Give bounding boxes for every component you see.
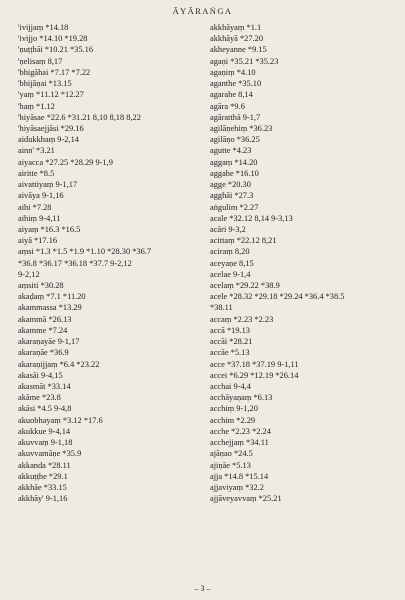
- index-entry: aivattiyaṃ 9-1,17: [18, 180, 78, 190]
- index-entry: airitte *8.5: [18, 168, 55, 178]
- index-entry: aciraṃ 8,20: [210, 247, 250, 257]
- index-entry: 'ivijjaṃ *14.18: [18, 23, 69, 32]
- index-entry: akheyanne *9.15: [210, 45, 267, 55]
- index-entry: agghāi *27.3: [210, 191, 254, 201]
- index-entry: accāi *28.21: [210, 337, 253, 347]
- index-entry: akasmāt *33.14: [18, 382, 71, 391]
- index-entry: *38.11: [210, 303, 233, 313]
- right-column: [210, 22, 395, 504]
- index-entry: akkuṭṭhe *29.1: [18, 471, 68, 481]
- index-entry: ajāṇao *24.5: [210, 449, 253, 459]
- index-entry: aihi *7.28: [18, 202, 52, 212]
- index-entry: ajjāveyavvaṃ *25.21: [210, 494, 282, 504]
- index-entry: akuvvaṃ 9-1,18: [18, 438, 73, 448]
- index-entry: akkhāe *33.15: [18, 482, 67, 492]
- index-entry: akaḍaṃ *7.1 *11.20: [18, 292, 86, 302]
- index-entry: acchiṃ 9-1,20: [210, 404, 258, 414]
- index-entry: acelae 9-1,4: [210, 269, 251, 279]
- index-entry: aiyaṃ *16.3 *16.5: [18, 224, 81, 234]
- index-entry: 9-2,12: [18, 269, 40, 279]
- index-entry: agilāṇo *36.25: [210, 135, 260, 145]
- index-entry: akamme *7.24: [18, 325, 68, 335]
- index-entry: agarahe 8,14: [210, 90, 253, 100]
- index-entry: akkhāy' 9-1,16: [18, 494, 68, 504]
- index-entry: aṃsi *1.3 *1.5 *1.9 *1.10 *28.30 *36.7: [18, 247, 152, 257]
- index-entry: agutte *4.23: [210, 146, 252, 156]
- index-entry: agilāṇehiṃ *36.23: [210, 123, 273, 133]
- index-entry: ajiṇāe *5.13: [210, 460, 251, 470]
- page-number: – 3 –: [194, 584, 211, 593]
- index-entry: akammassa *13.29: [18, 303, 82, 313]
- index-entry: 'yaṃ *11.12 *12.27: [18, 90, 84, 100]
- index-entry: ajjaviyaṃ *32.2: [210, 482, 264, 492]
- page-header: ĀYĀRAṄGA: [172, 6, 233, 16]
- index-entry: 'haṃ *1.12: [18, 101, 55, 111]
- index-entry: aiyā *17.16: [18, 236, 58, 246]
- index-entry: 'ṇelisaṃ 8,17: [18, 56, 63, 66]
- index-entry: aihiṃ 9-4,11: [18, 213, 61, 223]
- index-entry: 'hiyāsaejjāsi *29.16: [18, 123, 84, 133]
- index-entry: aggahe *16.10: [210, 168, 259, 178]
- index-entry: akasāi 9-4,15: [18, 370, 63, 380]
- index-entry: accā *19.13: [210, 325, 250, 335]
- index-entry: aṅgulim *2.27: [210, 202, 259, 212]
- index-entry: accāe *5.13: [210, 348, 250, 358]
- index-entry: acchāyaṇaṃ *6.13: [210, 393, 273, 403]
- index-entry: acce *37.18 *37.19 9-1,11: [210, 359, 299, 369]
- index-entry: accei *6.29 *12.19 *26.14: [210, 370, 299, 380]
- index-entry: ajja *14.8 *15.14: [210, 471, 269, 481]
- index-entry: acale *32.12 8,14 9-3,13: [210, 213, 293, 223]
- index-entry: acelaṃ *29.22 *38.9: [210, 281, 280, 291]
- index-entry: ainn' *3.21: [18, 146, 55, 156]
- index-entry: acele *28.32 *29.18 *29.24 *36.4 *38.5: [210, 292, 345, 302]
- index-entry: 'hiyāsae *22.6 *31.21 8,10 8,18 8,22: [18, 112, 141, 122]
- index-entry: acāri 9-3,2: [210, 224, 246, 234]
- index-entry: agāra *9.6: [210, 101, 245, 111]
- index-entry: agge *20.30: [210, 180, 251, 190]
- index-entry: 'ivijjo *14.10 *19.28: [18, 34, 88, 44]
- index-entry: akukkue 9-4,14: [18, 426, 71, 436]
- index-entry: akuobhayaṃ *3.12 *17.6: [18, 415, 103, 425]
- index-entry: aivāya 9-1,16: [18, 191, 64, 201]
- index-entry: akuvvamāṇe *35.9: [18, 449, 82, 459]
- index-entry: 'bhijāṇai *13.15: [18, 79, 72, 89]
- index-entry: aggaṃ *14.20: [210, 157, 258, 167]
- index-entry: akammā *26.13: [18, 314, 72, 324]
- index-entry: agaṇiṃ *4.10: [210, 67, 256, 77]
- index-entry: aṃsiti *30.28: [18, 281, 64, 291]
- index-entry: acittaṃ *22.12 8,21: [210, 236, 277, 246]
- index-entry: akāsi *4.5 9-4,8: [18, 404, 72, 414]
- index-entry: *36.8 *36.17 *36.18 *37.7 9-2,12: [18, 258, 132, 268]
- index-entry: aidukkhaṃ 9-2,14: [18, 135, 79, 145]
- index-entry: akkhāyaṃ *1.1: [210, 23, 262, 32]
- index-entry: acche *2.23 *2.24: [210, 426, 271, 436]
- index-entry: akaraṇayāe 9-1,17: [18, 337, 80, 347]
- index-entry: akāme *23.8: [18, 393, 61, 403]
- index-entry: agaṇi *35.21 *35.23: [210, 56, 279, 66]
- index-entry: acchim *2.29: [210, 415, 256, 425]
- index-entry: 'ṇuṭṭhāi *10.21 *35.16: [18, 45, 94, 55]
- index-entry: aganthe *35.10: [210, 79, 262, 89]
- index-entry: 'bhigāhai *7.17 *7.22: [18, 67, 91, 77]
- index-entry: akaraṇāe *36.9: [18, 348, 69, 358]
- index-entry: aceyaṇe 8,15: [210, 258, 254, 268]
- index-entry: acchejjaṃ *34.11: [210, 438, 269, 448]
- index-entry: acchai 9-4,4: [210, 382, 251, 391]
- index-entry: akaraṇijjaṃ *6.4 *23.22: [18, 359, 100, 369]
- index-entry: aiyacca *27.25 *28.29 9-1,9: [18, 157, 113, 167]
- index-entry: accaṃ *2.23 *2.23: [210, 314, 274, 324]
- index-entry: akkhāyā *27.20: [210, 34, 264, 44]
- index-entry: agāratthā 9-1,7: [210, 112, 261, 122]
- left-column: [18, 22, 196, 504]
- index-entry: akkanda *28.11: [18, 460, 71, 470]
